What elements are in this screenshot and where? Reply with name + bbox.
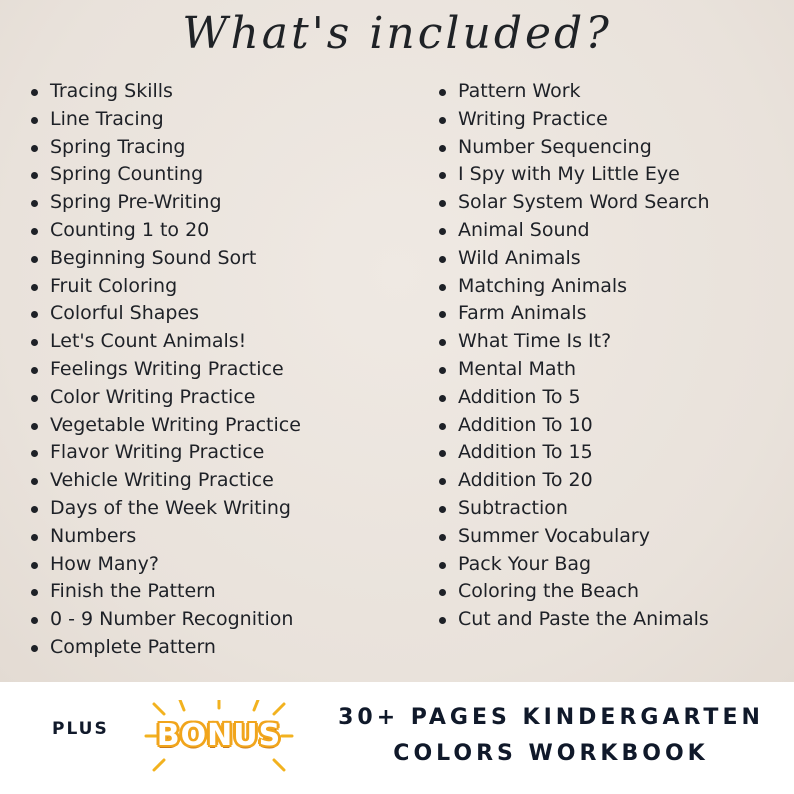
bullet-icon <box>31 339 38 346</box>
bullet-icon <box>31 284 38 291</box>
workbook-title <box>318 700 784 772</box>
bullet-icon <box>439 589 446 596</box>
list-item-label: Numbers <box>50 524 137 547</box>
bullet-icon <box>439 117 446 124</box>
bullet-icon <box>31 311 38 318</box>
list-item <box>436 495 786 523</box>
bullet-icon <box>31 395 38 402</box>
bullet-icon <box>439 450 446 457</box>
list-item-label: Subtraction <box>458 496 568 519</box>
bullet-icon <box>31 117 38 124</box>
bullet-icon <box>439 89 446 96</box>
list-item <box>28 245 408 273</box>
bullet-icon <box>439 506 446 513</box>
list-item-label: Complete Pattern <box>50 635 216 658</box>
list-item <box>436 161 786 189</box>
list-item <box>28 384 408 412</box>
list-item-label: Days of the Week Writing <box>50 496 291 519</box>
list-item-label: Finish the Pattern <box>50 580 216 603</box>
list-item-label: Spring Counting <box>50 163 204 186</box>
footer-banner <box>0 682 794 794</box>
bullet-icon <box>31 228 38 235</box>
list-item-label: Coloring the Beach <box>458 580 640 603</box>
bullet-icon <box>31 617 38 624</box>
list-item-label: Spring Pre-Writing <box>50 191 222 214</box>
bullet-icon <box>439 478 446 485</box>
list-item <box>28 523 408 551</box>
list-item <box>436 606 786 634</box>
bullet-icon <box>31 450 38 457</box>
bullet-icon <box>439 228 446 235</box>
list-item <box>436 245 786 273</box>
bullet-icon <box>439 172 446 179</box>
list-item <box>436 551 786 579</box>
bullet-icon <box>31 367 38 374</box>
bullet-icon <box>439 311 446 318</box>
list-item <box>436 189 786 217</box>
bullet-icon <box>31 145 38 152</box>
bullet-icon <box>31 200 38 207</box>
list-item <box>436 273 786 301</box>
list-item-label: Addition To 10 <box>458 413 593 436</box>
list-item-label: Line Tracing <box>50 107 164 130</box>
bullet-icon <box>31 423 38 430</box>
list-item <box>28 578 408 606</box>
list-item-label: Pack Your Bag <box>458 552 592 575</box>
bullet-icon <box>439 367 446 374</box>
right-item-list <box>436 78 786 634</box>
list-item-label: Feelings Writing Practice <box>50 357 284 380</box>
list-item <box>436 412 786 440</box>
list-item-label: Cut and Paste the Animals <box>458 608 709 631</box>
bullet-icon <box>439 200 446 207</box>
list-item-label: Pattern Work <box>458 80 581 102</box>
list-item-label: Farm Animals <box>458 302 587 325</box>
bullet-icon <box>439 284 446 291</box>
list-item-label: Solar System Word Search <box>458 191 710 214</box>
list-item <box>436 467 786 495</box>
list-item-label: Matching Animals <box>458 274 628 297</box>
list-item <box>436 217 786 245</box>
list-item-label: Tracing Skills <box>50 80 173 102</box>
list-item <box>436 328 786 356</box>
bullet-icon <box>439 145 446 152</box>
bonus-text: BONUS <box>156 718 282 753</box>
list-item <box>28 217 408 245</box>
list-item <box>28 189 408 217</box>
bullet-icon <box>31 89 38 96</box>
list-item-label: Summer Vocabulary <box>458 524 650 547</box>
list-item-label: Addition To 15 <box>458 441 593 464</box>
list-item-label: Fruit Coloring <box>50 274 178 297</box>
list-item <box>28 78 408 106</box>
list-item <box>28 634 408 662</box>
list-item-label: Vegetable Writing Practice <box>50 413 301 436</box>
list-item <box>28 495 408 523</box>
list-item-label: Addition To 5 <box>458 385 581 408</box>
list-item-label: How Many? <box>50 552 159 575</box>
bullet-icon <box>439 339 446 346</box>
list-item <box>28 467 408 495</box>
list-item <box>28 106 408 134</box>
list-item-label: Let's Count Animals! <box>50 330 247 353</box>
list-item <box>436 384 786 412</box>
workbook-line-2: COLORS WORKBOOK <box>393 741 709 766</box>
list-item <box>436 578 786 606</box>
workbook-line-1: 30+ PAGES KINDERGARTEN <box>338 705 764 730</box>
bullet-icon <box>31 256 38 263</box>
bullet-icon <box>31 172 38 179</box>
bullet-icon <box>439 395 446 402</box>
list-item-label: Spring Tracing <box>50 135 186 158</box>
bullet-icon <box>439 256 446 263</box>
list-item <box>28 134 408 162</box>
bullet-icon <box>439 617 446 624</box>
bonus-badge <box>144 700 294 774</box>
list-item <box>28 328 408 356</box>
bullet-icon <box>31 506 38 513</box>
list-item-label: Colorful Shapes <box>50 302 200 325</box>
list-item <box>28 606 408 634</box>
bullet-icon <box>439 423 446 430</box>
list-item <box>436 300 786 328</box>
list-item-label: Addition To 20 <box>458 469 593 492</box>
bullet-icon <box>31 645 38 652</box>
list-item <box>436 439 786 467</box>
list-item-label: Animal Sound <box>458 218 590 241</box>
list-item <box>28 273 408 301</box>
list-item <box>28 551 408 579</box>
list-item <box>436 356 786 384</box>
list-item-label: Beginning Sound Sort <box>50 246 257 269</box>
bullet-icon <box>31 478 38 485</box>
list-item-label: What Time Is It? <box>458 330 612 353</box>
list-item-label: Counting 1 to 20 <box>50 218 210 241</box>
list-item-label: Number Sequencing <box>458 135 652 158</box>
left-item-list <box>28 78 408 662</box>
list-item-label: I Spy with My Little Eye <box>458 163 680 186</box>
bullet-icon <box>31 534 38 541</box>
bullet-icon <box>439 562 446 569</box>
list-item <box>436 78 786 106</box>
list-item-label: Flavor Writing Practice <box>50 441 265 464</box>
list-item <box>436 134 786 162</box>
list-item-label: Wild Animals <box>458 246 581 269</box>
bullet-icon <box>31 562 38 569</box>
list-item <box>436 523 786 551</box>
list-item-label: 0 - 9 Number Recognition <box>50 608 294 631</box>
list-item <box>28 300 408 328</box>
list-item-label: Vehicle Writing Practice <box>50 469 274 492</box>
bullet-icon <box>31 589 38 596</box>
list-item-label: Color Writing Practice <box>50 385 256 408</box>
list-item <box>436 106 786 134</box>
bullet-icon <box>439 534 446 541</box>
list-item <box>28 356 408 384</box>
list-item-label: Mental Math <box>458 357 577 380</box>
list-item-label: Writing Practice <box>458 107 608 130</box>
plus-label: PLUS <box>52 719 109 739</box>
page-title: What's included? <box>182 8 612 59</box>
list-item <box>28 161 408 189</box>
list-item <box>28 439 408 467</box>
list-item <box>28 412 408 440</box>
